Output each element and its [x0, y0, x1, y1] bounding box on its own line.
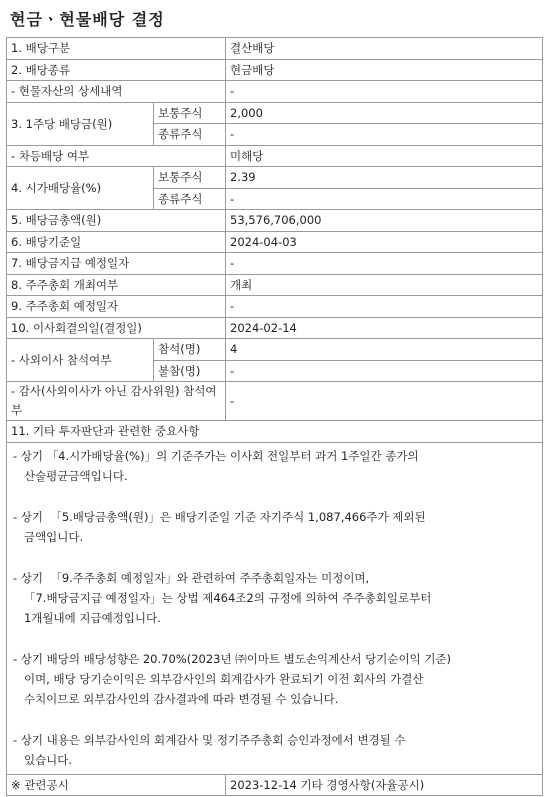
- table-row: [7, 167, 543, 189]
- board-date-label: 10. 이사회결의일(결정일): [7, 317, 226, 339]
- board-date-value: 2024-02-14: [226, 317, 543, 339]
- table-row: [7, 59, 543, 81]
- table-row: [7, 296, 543, 318]
- payment-date-value: -: [226, 253, 543, 275]
- dps-common-value: 2,000: [226, 102, 543, 124]
- dividend-kind-value: 현금배당: [226, 59, 543, 81]
- differential-label: - 차등배당 여부: [7, 145, 226, 167]
- notes-cell: [7, 442, 543, 774]
- dividend-table: [6, 37, 543, 796]
- record-date-value: 2024-04-03: [226, 231, 543, 253]
- attend-label: 참석(명): [154, 339, 226, 361]
- in-kind-detail-label: - 현물자산의 상세내역: [7, 81, 226, 103]
- note-paragraph: - 상기 「9.주주총회 예정일자」와 관련하여 주주총회일자는 미정이며, 「7.배당금지급 예정일자」는 상법 제464조2의 규정에 의하여 주주총회일로부터 1개월내에 지급예정입니다.: [13, 570, 432, 625]
- related-disclosure-label: ※ 관련공시: [7, 774, 226, 796]
- table-row: [7, 231, 543, 253]
- note-paragraph: - 상기 배당의 배당성향은 20.70%(2023년 ㈜이마트 별도손익계산서 당기순이익 기준) 이며, 배당 당기순이익은 외부감사인의 회계감사가 완료되기 이전 회사의 가결산 수치이므로 외부감사인의 감사결과에 따라 변경될 수 있습니다.: [13, 651, 452, 706]
- yield-class-value: -: [226, 188, 543, 210]
- table-row: [7, 274, 543, 296]
- record-date-label: 6. 배당기준일: [7, 231, 226, 253]
- agm-date-label: 9. 주주총회 예정일자: [7, 296, 226, 318]
- table-row: [7, 339, 543, 361]
- absent-value: -: [226, 360, 543, 382]
- yield-common-label: 보통주식: [154, 167, 226, 189]
- total-amount-value: 53,576,706,000: [226, 210, 543, 232]
- related-disclosure-value: 2023-12-14 기타 경영사항(자율공시): [226, 774, 543, 796]
- note-paragraph: - 상기 「4.시가배당율(%)」의 기준주가는 이사회 전일부터 과거 1주일간 종가의 산술평균금액입니다.: [13, 448, 419, 483]
- table-row: [7, 253, 543, 275]
- attend-value: 4: [226, 339, 543, 361]
- absent-label: 불참(명): [154, 360, 226, 382]
- table-row: [7, 102, 543, 124]
- auditor-attend-value: -: [226, 382, 543, 421]
- table-row: [7, 38, 543, 60]
- dps-class-value: -: [226, 124, 543, 146]
- page-title: 현금ㆍ현물배당 결정: [10, 10, 165, 29]
- payment-date-label: 7. 배당금지급 예정일자: [7, 253, 226, 275]
- auditor-attend-label: - 감사(사외이사가 아닌 감사위원) 참석여부: [7, 382, 226, 421]
- note-paragraph: - 상기 내용은 외부감사인의 회계감사 및 정기주주총회 승인과정에서 변경될 수 있습니다.: [13, 732, 406, 767]
- total-amount-label: 5. 배당금총액(원): [7, 210, 226, 232]
- table-row: [7, 210, 543, 232]
- other-matters-label: 11. 기타 투자판단과 관련한 중요사항: [7, 421, 543, 443]
- outside-director-label: - 사외이사 참석여부: [7, 339, 154, 382]
- table-row: [7, 421, 543, 443]
- dps-class-label: 종류주식: [154, 124, 226, 146]
- agm-held-value: 개최: [226, 274, 543, 296]
- dps-label: 3. 1주당 배당금(원): [7, 102, 154, 145]
- table-row: [7, 145, 543, 167]
- table-row: [7, 774, 543, 796]
- yield-common-value: 2.39: [226, 167, 543, 189]
- dps-common-label: 보통주식: [154, 102, 226, 124]
- agm-held-label: 8. 주주총회 개최여부: [7, 274, 226, 296]
- dividend-kind-label: 2. 배당종류: [7, 59, 226, 81]
- dividend-type-label: 1. 배당구분: [7, 38, 226, 60]
- differential-value: 미해당: [226, 145, 543, 167]
- in-kind-detail-value: -: [226, 81, 543, 103]
- agm-date-value: -: [226, 296, 543, 318]
- table-row: [7, 317, 543, 339]
- yield-class-label: 종류주식: [154, 188, 226, 210]
- table-row: [7, 382, 543, 421]
- yield-label: 4. 시가배당율(%): [7, 167, 154, 210]
- note-paragraph: - 상기 「5.배당금총액(원)」은 배당기준일 기준 자기주식 1,087,466주가 제외된 금액입니다.: [13, 509, 426, 544]
- table-row: [7, 442, 543, 774]
- table-row: [7, 81, 543, 103]
- dividend-type-value: 결산배당: [226, 38, 543, 60]
